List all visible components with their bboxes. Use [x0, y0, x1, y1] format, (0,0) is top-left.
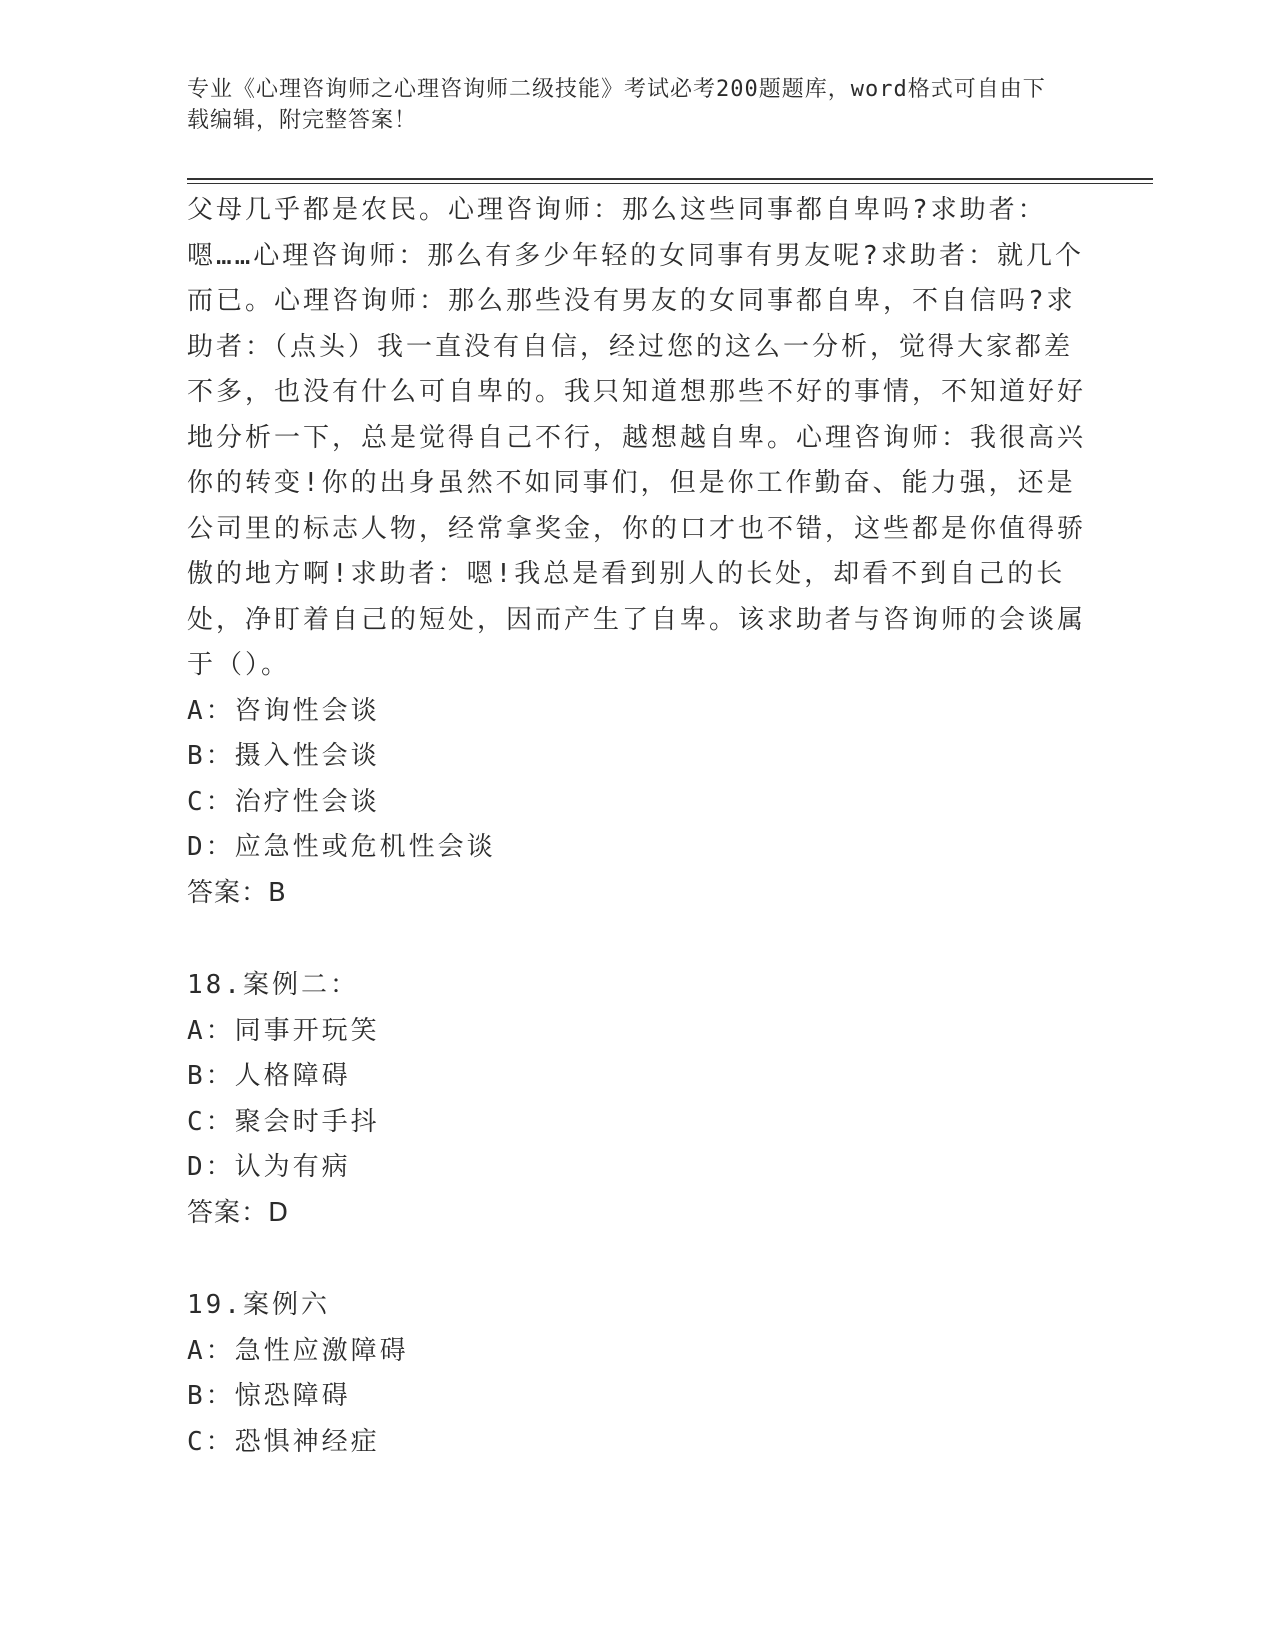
question-17-option-d: D：应急性或危机性会谈: [187, 832, 496, 862]
question-18-option-a: A：同事开玩笑: [187, 1015, 380, 1046]
question-17-text: 父母几乎都是农民。心理咨询师：那么这些同事都自卑吗?求助者：嗯……心理咨询师：那么有多少年轻的女同事有男友呢?求助者：就几个而已。心理咨询师：那么那些没有男友的女同事都自卑，不自信吗?求助者：（点头）我一直没有自信，经过您的这么一分析，觉得大家都差不多，也没有什么可自卑的。我只知道想那些不好的事情，不知道好好地分析一下，总是觉得自己不行，越想越自卑。心理咨询师：我很高兴你的转变!你的出身虽然不如同事们，但是你工作勤奋、能力强，还是公司里的标志人物，经常拿奖金，你的口才也不错，这些都是你值得骄傲的地方啊!求助者：嗯!我总是看到别人的长处，却看不到自己的长处，净盯着自己的短处，因而产生了自卑。该求助者与咨询师的会谈属于（）。: [187, 195, 1087, 680]
document-header: 专业《心理咨询师之心理咨询师二级技能》考试必考200题题库，word格式可自由下载编辑，附完整答案！: [187, 77, 1046, 133]
question-19-option-b: B：惊恐障碍: [187, 1381, 351, 1411]
question-18-answer: 答案：D: [187, 1197, 290, 1228]
question-18-title: 18.案例二：: [187, 970, 359, 1000]
question-17-answer: 答案：B: [187, 877, 287, 908]
spacer: [187, 916, 1087, 963]
question-19-option-c: C：恐惧神经症: [187, 1426, 380, 1457]
header-divider-thin: [187, 183, 1153, 184]
document-body: [187, 188, 1087, 1465]
question-19: [187, 1283, 1087, 1465]
spacer: [187, 1236, 1087, 1283]
question-17: [187, 188, 1087, 916]
question-18-option-c: C：聚会时手抖: [187, 1106, 380, 1137]
question-18-option-b: B：人格障碍: [187, 1061, 351, 1091]
question-18: [187, 963, 1087, 1236]
question-17-option-c: C：治疗性会谈: [187, 786, 380, 817]
question-18-option-d: D：认为有病: [187, 1152, 351, 1182]
question-17-option-a: A：咨询性会谈: [187, 695, 380, 726]
question-19-option-a: A：急性应激障碍: [187, 1335, 409, 1366]
question-19-title: 19.案例六: [187, 1290, 330, 1320]
question-17-option-b: B：摄入性会谈: [187, 741, 380, 771]
header-divider-thick: [187, 178, 1153, 180]
